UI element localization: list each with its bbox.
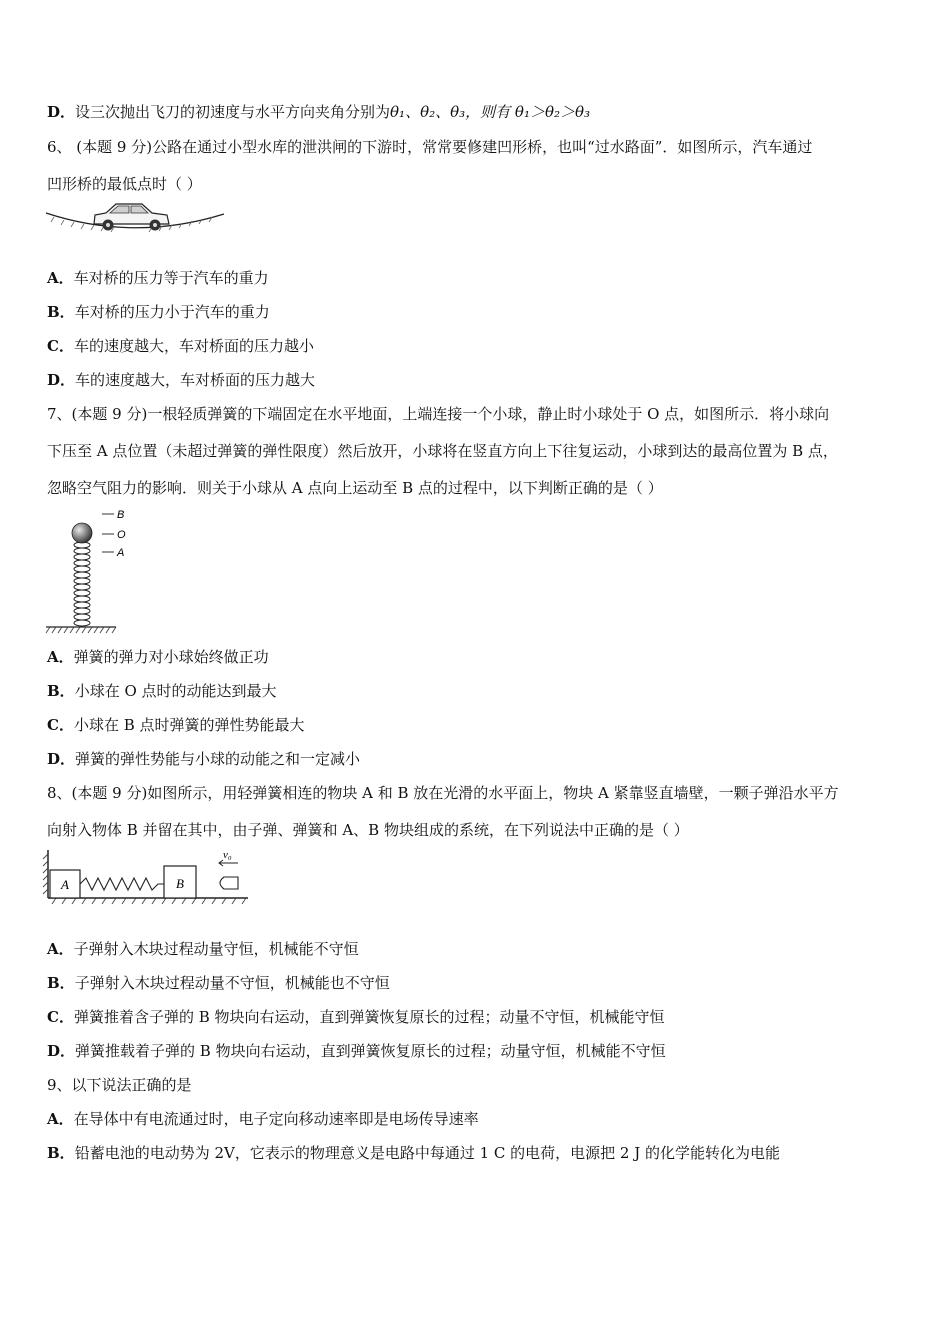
q6-stem-line1: 6、 (本题 9 分)公路在通过小型水库的泄洪闸的下游时，常常要修建凹形桥，也叫“过水路面”．如图所示，汽车通过 <box>47 138 813 156</box>
q7-option-b <box>47 681 277 701</box>
option-text: 弹簧推载着子弹的 B 物块向右运动，直到弹簧恢复原长的过程；动量守恒，机械能不守恒 <box>75 1042 666 1060</box>
bullet-icon <box>220 877 238 889</box>
spring-ball-figure <box>42 505 142 635</box>
option-key: C． <box>47 716 74 734</box>
q7-option-c <box>47 715 305 735</box>
q6-option-c <box>47 336 314 356</box>
option-text: 车对桥的压力等于汽车的重力 <box>73 269 269 287</box>
label-o: O <box>117 529 126 541</box>
velocity-label: v₀ <box>223 849 232 861</box>
option-text: 车的速度越大，车对桥面的压力越大 <box>75 371 316 389</box>
option-key: A． <box>47 1110 74 1128</box>
option-text: 弹簧的弹性势能与小球的动能之和一定减小 <box>75 750 361 768</box>
block-a-label: A <box>61 877 69 892</box>
option-key: A． <box>47 940 74 958</box>
q8-option-b <box>47 973 390 993</box>
block-b-label: B <box>176 876 184 891</box>
option-text: 在导体中有电流通过时，电子定向移动速率即是电场传导速率 <box>73 1110 479 1128</box>
option-key: B． <box>47 974 75 992</box>
q9-option-a <box>47 1109 479 1129</box>
q9-option-b <box>47 1143 780 1163</box>
q6-option-a <box>47 268 269 288</box>
option-text: 小球在 O 点时的动能达到最大 <box>74 682 277 700</box>
option-text: 弹簧的弹力对小球始终做正功 <box>73 648 269 666</box>
q5-option-d <box>47 102 590 122</box>
option-key: B． <box>47 682 75 700</box>
option-key: A． <box>47 269 74 287</box>
label-a: A <box>117 547 125 559</box>
option-key: B． <box>47 303 75 321</box>
concave-bridge-car-figure <box>42 200 228 240</box>
ball-icon <box>72 523 92 543</box>
spring-icon <box>80 878 164 890</box>
car-icon <box>94 204 169 231</box>
option-text: 车的速度越大，车对桥面的压力越小 <box>73 337 314 355</box>
option-key: D． <box>47 103 76 121</box>
q7-stem-line3: 忽略空气阻力的影响．则关于小球从 A 点向上运动至 B 点的过程中，以下判断正确的是（ ） <box>47 479 663 497</box>
option-text: 车对桥的压力小于汽车的重力 <box>74 303 270 321</box>
q8-option-d <box>47 1041 666 1061</box>
option-text: 子弹射入木块过程动量守恒，机械能不守恒 <box>73 940 359 958</box>
option-key: C． <box>47 337 74 355</box>
q6-stem-line2: 凹形桥的最低点时（ ） <box>47 175 202 193</box>
q7-stem-line1: 7、(本题 9 分)一根轻质弹簧的下端固定在水平地面，上端连接一个小球，静止时小球处于 O 点，如图所示．将小球向 <box>47 405 830 423</box>
option-text-math: θ₁、θ₂、θ₃，则有 θ₁＞θ₂＞θ₃ <box>390 103 591 121</box>
q8-stem-line1: 8、(本题 9 分)如图所示，用轻弹簧相连的物块 A 和 B 放在光滑的水平面上，物块 A 紧靠竖直墙壁，一颗子弹沿水平方 <box>47 784 839 802</box>
q6-option-b <box>47 302 270 322</box>
option-text: 小球在 B 点时弹簧的弹性势能最大 <box>73 716 305 734</box>
option-text: 铅蓄电池的电动势为 2V，它表示的物理意义是电路中每通过 1 C 的电荷，电源把 2 J 的化学能转化为电能 <box>74 1144 781 1162</box>
option-key: C． <box>47 1008 74 1026</box>
q8-option-a <box>47 939 359 959</box>
q7-option-a <box>47 647 269 667</box>
q7-stem-line2: 下压至 A 点位置（未超过弹簧的弹性限度）然后放开，小球将在竖直方向上下往复运动，小球到达的最高位置为 B 点， <box>47 442 838 460</box>
q7-option-d <box>47 749 360 769</box>
spring-icon <box>74 542 90 626</box>
q9-stem-line1: 9、以下说法正确的是 <box>47 1076 192 1094</box>
label-b: B <box>117 509 125 521</box>
option-key: D． <box>47 750 76 768</box>
q8-option-c <box>47 1007 665 1027</box>
q6-option-d <box>47 370 315 390</box>
option-text: 子弹射入木块过程动量不守恒，机械能也不守恒 <box>74 974 390 992</box>
option-key: A． <box>47 648 74 666</box>
option-text: 弹簧推着含子弹的 B 物块向右运动，直到弹簧恢复原长的过程；动量不守恒，机械能守恒 <box>73 1008 665 1026</box>
option-text: 设三次抛出飞刀的初速度与水平方向夹角分别为 <box>75 103 391 121</box>
q8-stem-line2: 向射入物体 B 并留在其中，由子弹、弹簧和 A、B 物块组成的系统，在下列说法中正确的是（ ） <box>47 821 689 839</box>
option-key: D． <box>47 371 76 389</box>
wall-spring-blocks-figure <box>42 848 252 906</box>
option-key: D． <box>47 1042 76 1060</box>
option-key: B． <box>47 1144 75 1162</box>
